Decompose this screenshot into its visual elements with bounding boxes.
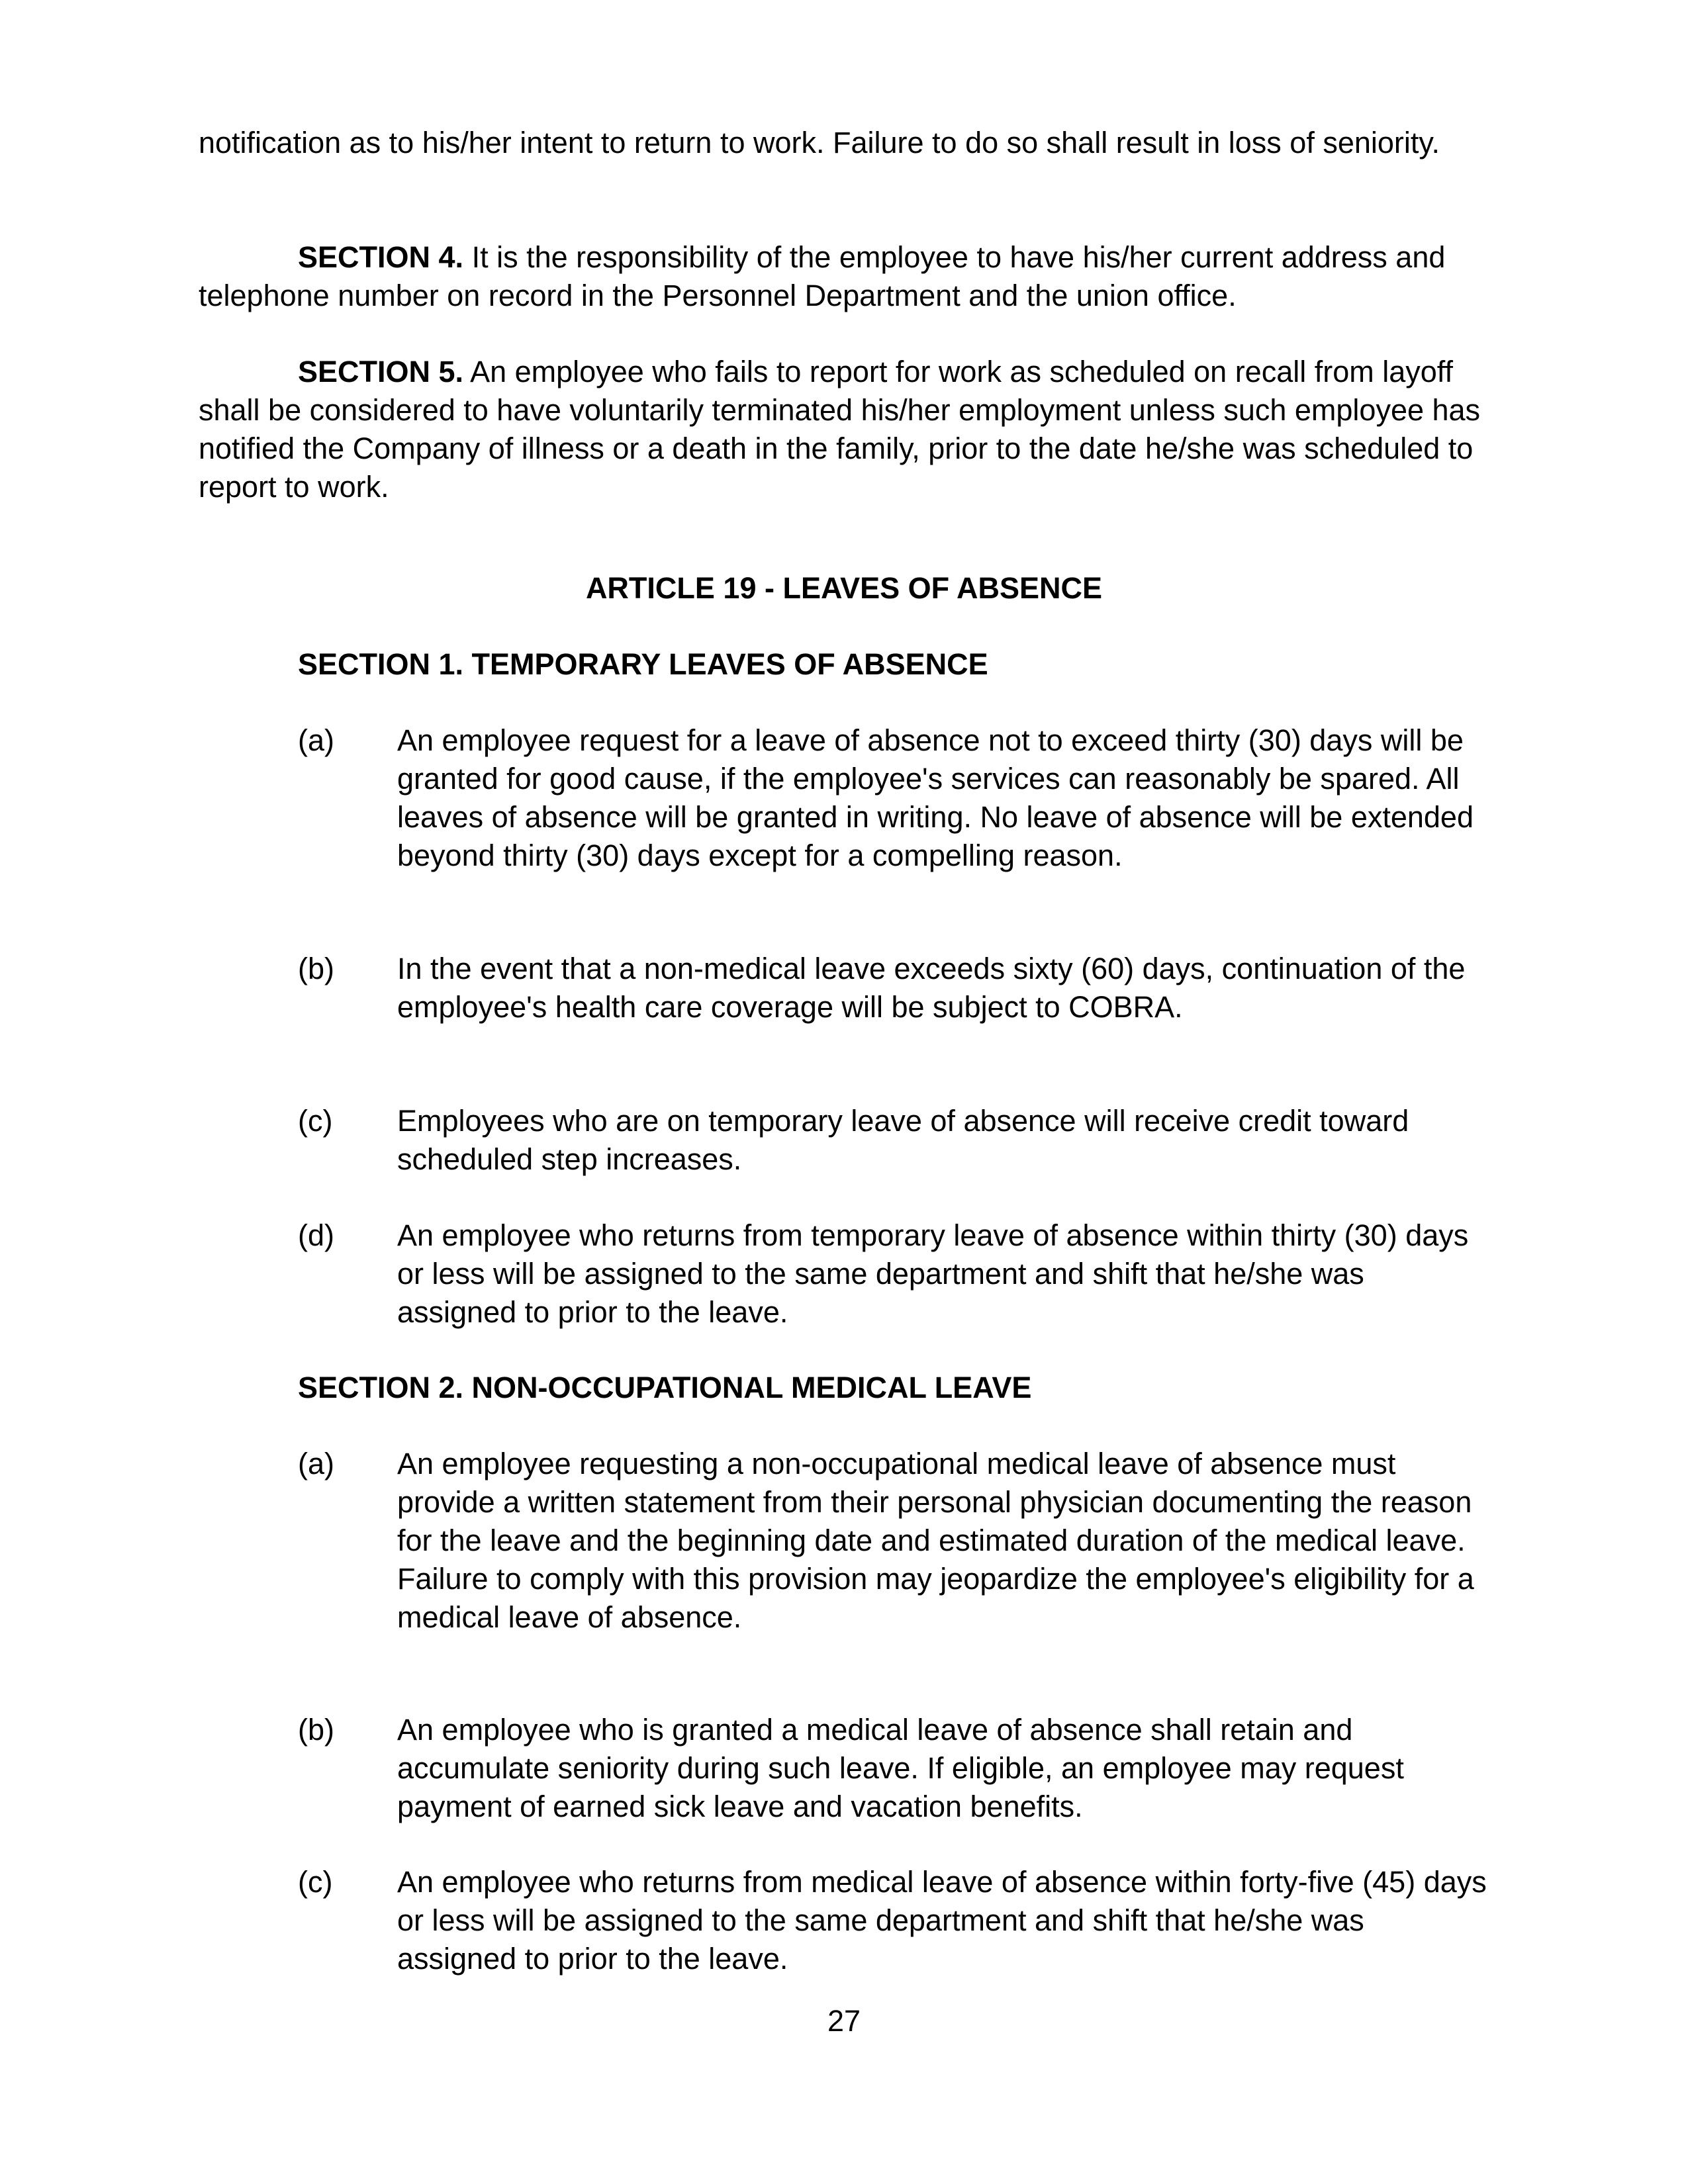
list-item-label: (c) (298, 1104, 333, 1138)
list-item (298, 1711, 1489, 1826)
section-2-heading: SECTION 2. NON-OCCUPATIONAL MEDICAL LEAVE (298, 1371, 1032, 1404)
list-item-label: (b) (298, 952, 334, 985)
list-item (298, 950, 1489, 1026)
list-item (298, 1445, 1489, 1637)
list-item-text: An employee who is granted a medical leave of absence shall retain and accumulate seniority during such leave. If eligible, an employee may request payment of earned sick leave and vacation benefits. (397, 1713, 1404, 1823)
section-5-text: An employee who fails to report for work as scheduled on recall from layoff shall be considered to have voluntarily terminated his/her employment unless such employee has notified the Company of illness or a death in the family, prior to the date he/she was scheduled to report to work. (199, 355, 1481, 504)
list-item (298, 1102, 1489, 1179)
paragraph-section-4 (199, 238, 1489, 315)
section-1-heading: SECTION 1. TEMPORARY LEAVES OF ABSENCE (298, 647, 988, 681)
list-item-text: An employee who returns from temporary leave of absence within thirty (30) days or less will be assigned to the same department and shift that he/she was assigned to prior to the leave. (397, 1218, 1469, 1329)
section-5-label: SECTION 5. (298, 355, 464, 388)
list-item-label: (c) (298, 1865, 333, 1899)
list-item-label: (a) (298, 1447, 334, 1480)
list-item-text: Employees who are on temporary leave of absence will receive credit toward scheduled step increases. (397, 1104, 1409, 1176)
list-item-label: (a) (298, 723, 334, 757)
list-item-text: An employee request for a leave of absence not to exceed thirty (30) days will be granted for good cause, if the employee's services can reasonably be spared. All leaves of absence will be granted in writing. No leave of absence will be extended beyond thirty (30) days except for a compelling reason. (397, 723, 1474, 872)
list-item (298, 1863, 1489, 1978)
list-item-text: In the event that a non-medical leave exceeds sixty (60) days, continuation of the employee's health care coverage will be subject to COBRA. (397, 952, 1466, 1024)
page-number: 27 (827, 2004, 861, 2038)
section-4-label: SECTION 4. (298, 240, 464, 274)
list-item (298, 1216, 1489, 1332)
list-item-text: An employee who returns from medical leave of absence within forty-five (45) days or less will be assigned to the same department and shift that he/she was assigned to prior to the leave. (397, 1865, 1487, 1976)
list-item-text: An employee requesting a non-occupational medical leave of absence must provide a written statement from their personal physician documenting the reason for the leave and the beginning date and estimated duration of the medical leave. Failure to comply with this provision may jeopardize the employee's eligibility for a medical leave of absence. (397, 1447, 1474, 1634)
paragraph-continuation: notification as to his/her intent to return to work. Failure to do so shall result in loss of seniority. (199, 126, 1440, 159)
article-title: ARTICLE 19 - LEAVES OF ABSENCE (585, 571, 1103, 605)
paragraph-section-5 (199, 353, 1489, 506)
section-4-text: It is the responsibility of the employee to have his/her current address and telephone number on record in the Personnel Department and the union office. (199, 240, 1446, 312)
list-item-label: (d) (298, 1218, 334, 1252)
list-item-label: (b) (298, 1713, 334, 1747)
list-item (298, 721, 1489, 875)
